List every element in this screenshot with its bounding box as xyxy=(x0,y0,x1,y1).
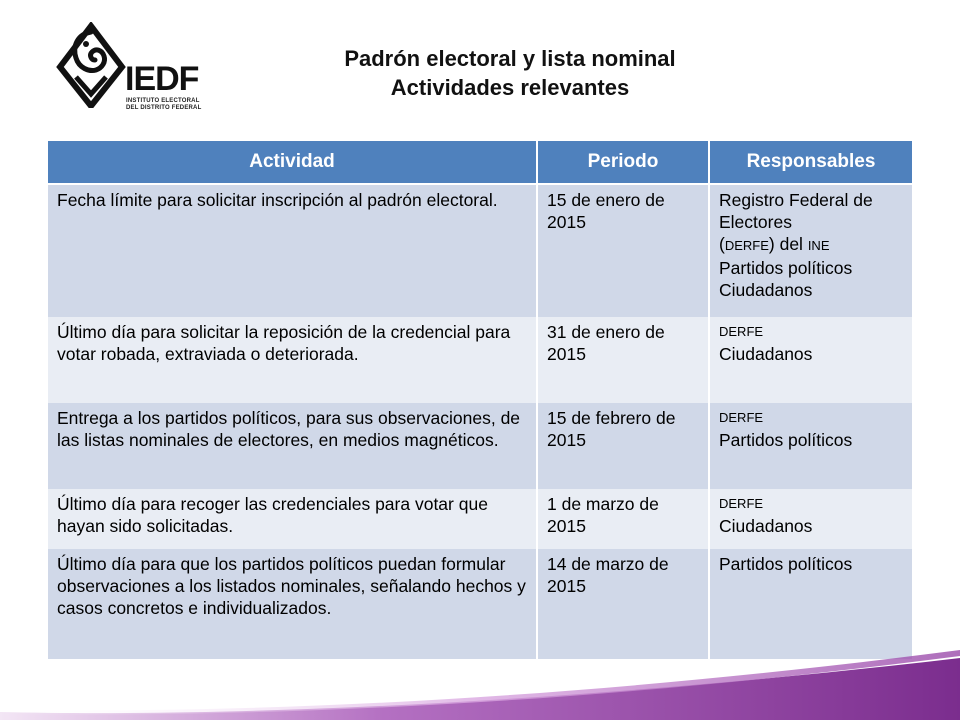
header-periodo: Periodo xyxy=(537,140,709,184)
table-row xyxy=(47,403,913,489)
cell-actividad: Entrega a los partidos políticos, para sus observaciones, de las listas nominales de electores, en medios magnéticos. xyxy=(47,403,537,489)
cell-responsables xyxy=(709,403,913,489)
decorative-swoosh xyxy=(0,640,960,720)
logo-subtitle-line2: DEL DISTRITO FEDERAL xyxy=(126,105,202,111)
resp-line: Partidos políticos xyxy=(719,258,853,278)
cell-periodo: 15 de febrero de 2015 xyxy=(537,403,709,489)
header-responsables: Responsables xyxy=(709,140,913,184)
resp-line: Ciudadanos xyxy=(719,344,813,364)
table-row xyxy=(47,489,913,549)
resp-abbr: DERFE xyxy=(719,410,764,425)
resp-line: Ciudadanos xyxy=(719,516,813,536)
cell-responsables xyxy=(709,184,913,317)
cell-periodo: 1 de marzo de 2015 xyxy=(537,489,709,549)
resp-line: Partidos políticos xyxy=(719,430,853,450)
resp-line: Ciudadanos xyxy=(719,280,813,300)
table-header-row xyxy=(47,140,913,184)
cell-actividad: Último día para que los partidos políticos puedan formular observaciones a los listados nominales, señalando hechos y casos concretos e individualizados. xyxy=(47,549,537,659)
table-row xyxy=(47,317,913,403)
title-line1: Padrón electoral y lista nominal xyxy=(344,46,676,71)
header-actividad: Actividad xyxy=(47,140,537,184)
cell-responsables xyxy=(709,317,913,403)
resp-line xyxy=(719,233,906,257)
logo-subtitle-line1: INSTITUTO ELECTORAL xyxy=(126,98,200,104)
logo-wordmark: IEDF xyxy=(125,60,199,98)
resp-abbr: DERFE xyxy=(724,238,769,253)
resp-text: ( xyxy=(719,234,725,254)
dove-emblem-icon xyxy=(56,22,126,108)
resp-line: Registro Federal de Electores xyxy=(719,190,873,232)
resp-text: ) del xyxy=(768,234,803,254)
cell-actividad: Último día para solicitar la reposición de la credencial para votar robada, extraviada o deteriorada. xyxy=(47,317,537,403)
resp-abbr: INE xyxy=(807,238,830,253)
cell-periodo: 14 de marzo de 2015 xyxy=(537,549,709,659)
cell-actividad: Último día para recoger las credenciales para votar que hayan sido solicitadas. xyxy=(47,489,537,549)
activities-table xyxy=(46,139,914,659)
iedf-logo xyxy=(56,22,202,111)
cell-periodo: 31 de enero de 2015 xyxy=(537,317,709,403)
table-row xyxy=(47,184,913,317)
cell-actividad: Fecha límite para solicitar inscripción al padrón electoral. xyxy=(47,184,537,317)
resp-abbr: DERFE xyxy=(719,496,764,511)
title-line2: Actividades relevantes xyxy=(390,75,630,100)
slide-title xyxy=(230,44,790,102)
cell-periodo: 15 de enero de 2015 xyxy=(537,184,709,317)
resp-line: Partidos políticos xyxy=(719,554,853,574)
cell-responsables xyxy=(709,489,913,549)
resp-abbr: DERFE xyxy=(719,324,764,339)
